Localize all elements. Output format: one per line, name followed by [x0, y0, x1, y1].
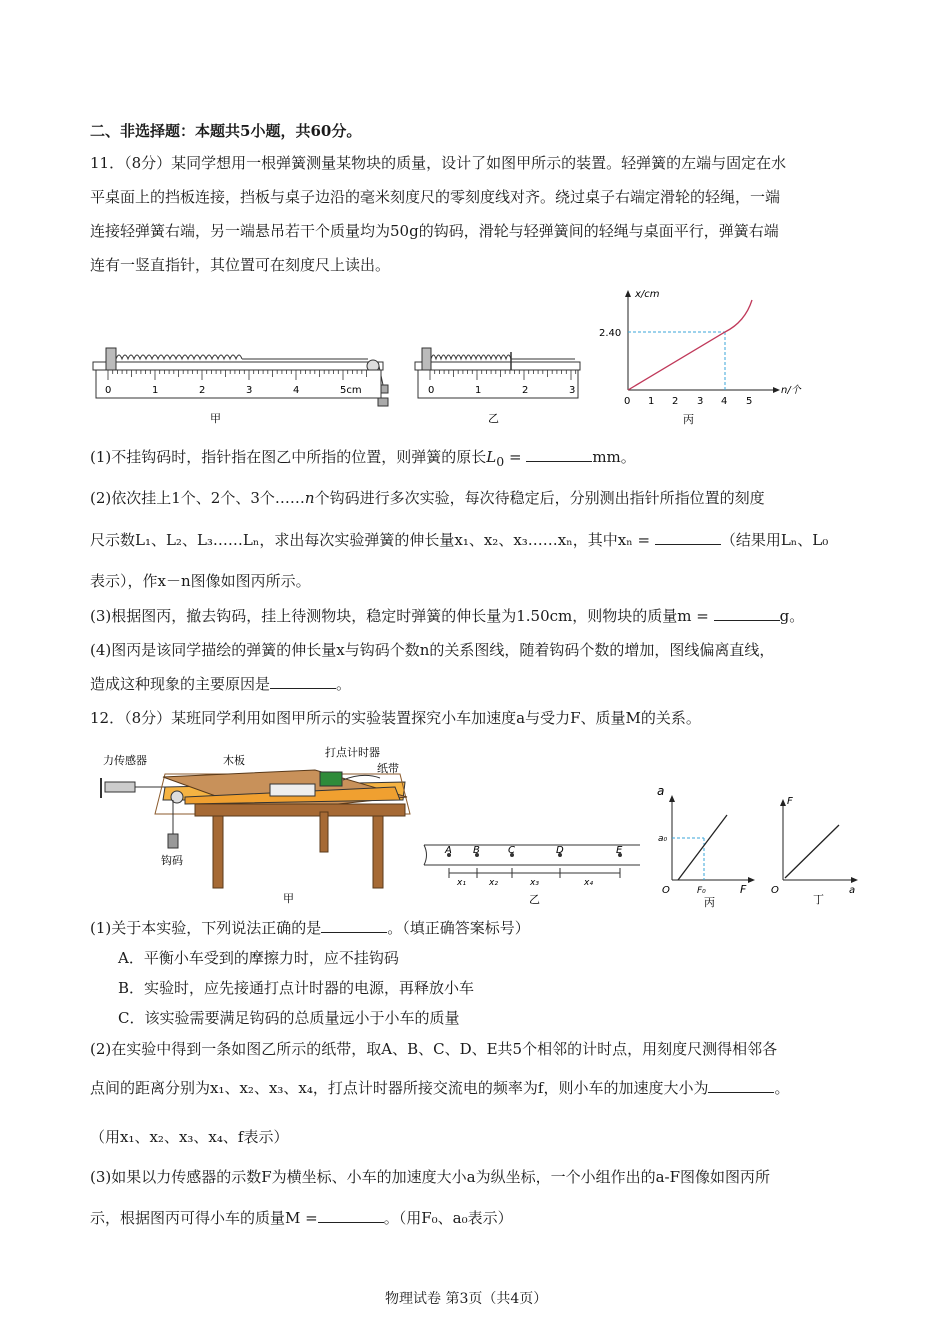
q11-p1-answer-blank[interactable] — [526, 447, 592, 462]
q11-figure-jia — [88, 340, 408, 430]
jia-tick-0: 0 — [105, 385, 112, 396]
ding-origin: O — [771, 885, 779, 896]
jia-tick-4: 4 — [293, 385, 300, 396]
q12-p2-answer-blank[interactable] — [708, 1078, 774, 1093]
tape-point-d: D — [556, 845, 564, 856]
jia-label-weight: 钩码 — [161, 854, 183, 867]
tape-point-a: A — [445, 845, 452, 856]
ding-y-label: F — [787, 796, 793, 807]
q12-bing-y-label: a — [657, 784, 665, 798]
jia-label-board: 木板 — [223, 754, 245, 767]
q11-part1: (1)不挂钩码时，指针指在图乙中所指的位置，则弹簧的原长$L_0$ = mm。 — [90, 448, 636, 469]
q12-part3-line2: 示，根据图丙可得小车的质量M = 。（用F₀、a₀表示） — [90, 1209, 513, 1227]
bing-y-mark: 2.40 — [599, 328, 622, 339]
bing-x-tick-1: 1 — [648, 396, 655, 407]
q12-option-c: C．该实验需要满足钩码的总质量远小于小车的质量 — [118, 1009, 460, 1027]
q12-figure-jia — [95, 742, 415, 907]
q11-part4-line2: 造成这种现象的主要原因是 。 — [90, 675, 352, 693]
jia-tick-5: 5cm — [340, 385, 362, 396]
ding-caption: 丁 — [813, 893, 824, 906]
yi-tick-0: 0 — [428, 385, 435, 396]
jia-label-timer: 打点计时器 — [325, 746, 380, 759]
bing-x-tick-3: 3 — [697, 396, 704, 407]
q12-part2-line2: 点间的距离分别为x₁、x₂、x₃、x₄，打点计时器所接交流电的频率为f，则小车的加速度大小为 。 — [90, 1079, 790, 1097]
q12-jia-caption: 甲 — [283, 892, 294, 905]
q12-bing-caption: 丙 — [704, 896, 715, 909]
q12-figure-yi — [422, 840, 642, 910]
q11-part3: (3)根据图丙，撤去钩码，挂上待测物块，稳定时弹簧的伸长量为1.50cm，则物块的质量m = g。 — [90, 607, 805, 625]
bing-caption: 丙 — [683, 413, 694, 426]
yi-caption: 乙 — [488, 412, 499, 425]
ding-x-label: a — [849, 885, 856, 896]
q12-part2-line1: (2)在实验中得到一条如图乙所示的纸带，取A、B、C、D、E共5个相邻的计时点，用刻度尺测得相邻各 — [90, 1040, 778, 1058]
q12-bing-x-label: F — [740, 883, 747, 896]
q12-intro: 12．（8分）某班同学利用如图甲所示的实验装置探究小车加速度a与受力F、质量M的关系。 — [90, 709, 701, 727]
jia-label-tape: 纸带 — [377, 762, 399, 775]
yi-tick-2: 2 — [522, 385, 529, 396]
q11-part4-line1: (4)图丙是该同学描绘的弹簧的伸长量x与钩码个数n的关系图线，随着钩码个数的增加，图线偏离直线， — [90, 641, 775, 659]
q12-bing-y-mark: a₀ — [658, 834, 668, 844]
q11-part2-line3: 表示），作x－n图像如图丙所示。 — [90, 572, 311, 590]
q12-part3-line1: (3)如果以力传感器的示数F为横坐标、小车的加速度大小a为纵坐标，一个小组作出的a-F图像如图丙所 — [90, 1168, 771, 1186]
q11-intro-line4: 连有一竖直指针，其位置可在刻度尺上读出。 — [90, 256, 391, 274]
q11-intro-line1: 11．（8分）某同学想用一根弹簧测量某物块的质量，设计了如图甲所示的装置。轻弹簧的左端与固定在水 — [90, 154, 787, 172]
tape-point-e: E — [616, 845, 623, 856]
q11-p3-answer-blank[interactable] — [714, 606, 780, 621]
q12-figure-bing — [652, 780, 757, 910]
q12-bing-x-mark: F₀ — [697, 886, 706, 896]
q11-p2-answer-blank[interactable] — [655, 530, 721, 545]
tape-point-c: C — [508, 845, 515, 856]
tape-seg-x1: x₁ — [457, 878, 466, 888]
q12-part1: (1)关于本实验，下列说法正确的是 。（填正确答案标号） — [90, 919, 530, 937]
page-footer: 物理试卷 第3页（共4页） — [385, 1291, 548, 1307]
jia-tick-2: 2 — [199, 385, 206, 396]
q12-p1-answer-blank[interactable] — [321, 918, 387, 933]
q11-intro-line2: 平桌面上的挡板连接，挡板与桌子边沿的毫米刻度尺的零刻度线对齐。绕过桌子右端定滑轮的轻绳，一端 — [90, 188, 781, 206]
q11-p4-answer-blank[interactable] — [270, 674, 336, 689]
q12-option-b: B．实验时，应先接通打点计时器的电源，再释放小车 — [118, 979, 475, 997]
tape-seg-x4: x₄ — [584, 878, 593, 888]
bing-x-tick-4: 4 — [721, 396, 728, 407]
bing-x-tick-0: 0 — [624, 396, 631, 407]
q12-figure-ding — [765, 790, 865, 910]
bing-y-label: x/cm — [635, 289, 660, 300]
q11-part2-line2: 尺示数L₁、L₂、L₃……Lₙ，求出每次实验弹簧的伸长量x₁、x₂、x₃……xₙ，其中xₙ = （结果用Lₙ、L₀ — [90, 531, 829, 549]
jia-caption: 甲 — [210, 412, 221, 425]
bing-x-tick-5: 5 — [746, 396, 753, 407]
q12-p3-answer-blank[interactable] — [318, 1208, 384, 1223]
jia-tick-1: 1 — [152, 385, 159, 396]
tape-point-b: B — [473, 845, 480, 856]
jia-label-sensor: 力传感器 — [103, 754, 147, 767]
q11-figure-bing — [595, 285, 805, 430]
q11-intro-line3: 连接轻弹簧右端，另一端悬吊若干个质量均为50g的钩码，滑轮与轻弹簧间的轻绳与桌面平行，弹簧右端 — [90, 222, 779, 240]
tape-seg-x3: x₃ — [530, 878, 539, 888]
tape-seg-x2: x₂ — [489, 878, 498, 888]
q11-figure-yi — [410, 340, 585, 430]
yi-tick-3: 3 — [569, 385, 576, 396]
yi-tick-1: 1 — [475, 385, 482, 396]
q12-bing-origin: O — [662, 885, 670, 896]
q12-part2-line3: （用x₁、x₂、x₃、x₄、f表示） — [90, 1128, 289, 1146]
jia-tick-3: 3 — [246, 385, 253, 396]
section-title: 二、非选择题：本题共5小题，共60分。 — [90, 122, 362, 140]
q12-option-a: A．平衡小车受到的摩擦力时，应不挂钩码 — [118, 949, 399, 967]
bing-x-label: n/个 — [781, 385, 801, 396]
q12-yi-caption: 乙 — [529, 893, 540, 906]
q11-part2-line1: (2)依次挂上1个、2个、3个……n个钩码进行多次实验，每次待稳定后，分别测出指针所指位置的刻度 — [90, 489, 765, 507]
bing-x-tick-2: 2 — [672, 396, 679, 407]
